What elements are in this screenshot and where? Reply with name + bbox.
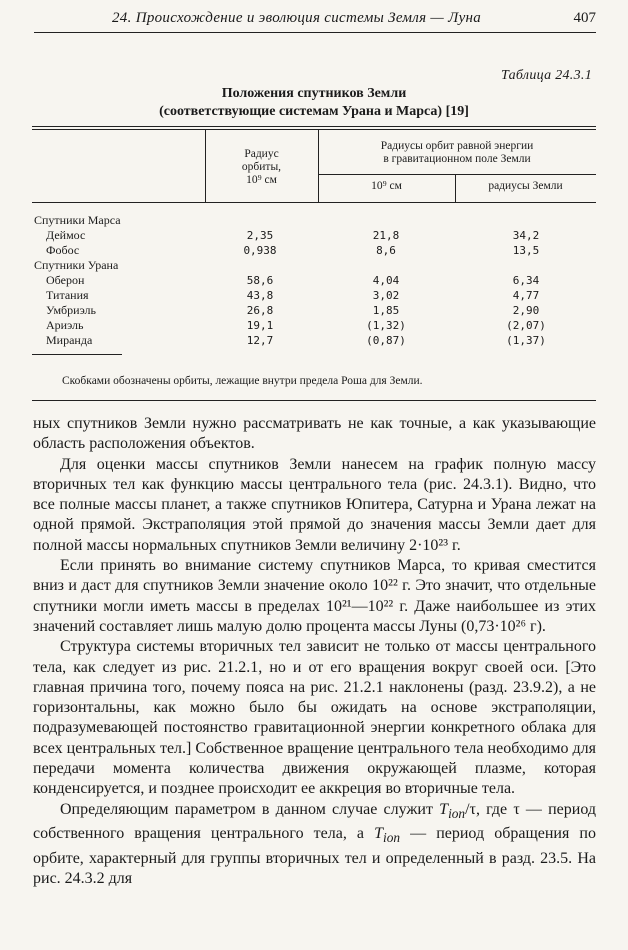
row-energy-earth: (2,07) bbox=[506, 319, 546, 332]
row-name: Фобос bbox=[46, 243, 80, 257]
header-equal-energy bbox=[318, 140, 596, 166]
header-radius-line2: орбиты, bbox=[241, 161, 282, 173]
row-name: Оберон bbox=[46, 273, 85, 287]
row-name: Умбриэль bbox=[46, 303, 96, 317]
row-energy-cm: 3,02 bbox=[372, 289, 400, 302]
header-equal-energy-line1: Радиусы орбит равной энергии bbox=[380, 140, 534, 152]
row-radius: 26,8 bbox=[246, 304, 274, 317]
t-ion-symbol-2 bbox=[374, 825, 401, 846]
row-energy-earth: 13,5 bbox=[512, 244, 540, 257]
row-radius: 2,35 bbox=[246, 229, 274, 242]
header-equal-energy-line2: в гравитационном поле Земли bbox=[383, 153, 531, 165]
row-radius: 19,1 bbox=[246, 319, 274, 332]
row-energy-cm: 21,8 bbox=[372, 229, 400, 242]
row-name: Ариэль bbox=[46, 318, 84, 332]
table-top-rule-2 bbox=[32, 129, 596, 130]
header-radius bbox=[205, 148, 318, 187]
footnote-rule bbox=[32, 354, 122, 355]
header-radius-line3: 10⁹ см bbox=[246, 174, 277, 186]
row-radius: 43,8 bbox=[246, 289, 274, 302]
table-bottom-rule bbox=[32, 400, 596, 401]
row-energy-cm: (1,32) bbox=[366, 319, 406, 332]
body-text bbox=[33, 414, 596, 889]
group-label-mars: Спутники Марса bbox=[34, 213, 121, 227]
table-label: Таблица 24.3.1 bbox=[501, 68, 592, 83]
table-subheader-rule bbox=[318, 174, 596, 175]
ion-subscript-2: ion bbox=[383, 830, 401, 846]
t-symbol-2: T bbox=[374, 825, 384, 843]
running-header bbox=[34, 8, 596, 30]
ion-subscript: ion bbox=[448, 805, 466, 821]
row-energy-earth: 6,34 bbox=[512, 274, 540, 287]
table-footnote: Скобками обозначены орбиты, лежащие внутри предела Роша для Земли. bbox=[62, 375, 423, 387]
row-name: Деймос bbox=[46, 228, 86, 242]
header-sub-1e9cm: 10⁹ см bbox=[371, 180, 402, 192]
running-title: 24. Происхождение и эволюция системы Земля — Луна bbox=[112, 10, 482, 26]
paragraph-3: Если принять во внимание систему спутников Марса, то кривая сместится вниз и даст для спутников Земли значение около 10²² г. Это значит, что отдельные спутники могли иметь массы в пределах 10²¹—10²² г. Даже наибольшее из этих значений составляет лишь малую долю процента массы Луны (0,73·10²⁶ г). bbox=[33, 557, 596, 635]
row-energy-cm: 1,85 bbox=[372, 304, 400, 317]
paragraph-5 bbox=[33, 800, 596, 890]
row-energy-earth: 34,2 bbox=[512, 229, 540, 242]
row-name: Титания bbox=[46, 288, 89, 302]
row-energy-earth: 2,90 bbox=[512, 304, 540, 317]
paragraph-2: Для оценки массы спутников Земли нанесем на график полную массу вторичных тел как функцию массы центрального тела (рис. 24.3.1). Видно, что все полные массы планет, а также спутников Юпитера, Сатурна и Урана лежат на одной прямой. Экстраполяция этой прямой до значения массы Земли дает для полной массы нормальных спутников Земли величину 2·10²³ г. bbox=[33, 455, 596, 554]
p5-part-b: /τ, где τ — период собственного вращения центрального тела, а bbox=[33, 800, 596, 843]
table-top-rule bbox=[32, 126, 596, 127]
group-label-uranus: Спутники Урана bbox=[34, 258, 119, 272]
page-number: 407 bbox=[573, 10, 596, 26]
row-energy-earth: (1,37) bbox=[506, 334, 546, 347]
row-name: Миранда bbox=[46, 333, 93, 347]
table-header-rule bbox=[32, 202, 596, 203]
row-energy-cm: 8,6 bbox=[376, 244, 396, 257]
header-rule bbox=[34, 32, 596, 33]
p5-part-c: — период обращения по орбите, характерный для группы вторичных тел и определенный в разд. 23.5. На рис. 24.3.2 для bbox=[33, 825, 596, 887]
t-symbol: T bbox=[439, 800, 449, 818]
row-radius: 58,6 bbox=[246, 274, 274, 287]
paragraph-1: ных спутников Земли нужно рассматривать не как точные, а как указывающие область расположения объектов. bbox=[33, 415, 596, 453]
table-caption-line1: Положения спутников Земли bbox=[221, 86, 407, 101]
row-radius: 12,7 bbox=[246, 334, 274, 347]
t-ion-symbol bbox=[439, 800, 466, 821]
header-sub-earth-radii: радиусы Земли bbox=[488, 180, 563, 192]
row-energy-cm: 4,04 bbox=[372, 274, 400, 287]
row-radius: 0,938 bbox=[243, 244, 277, 257]
row-energy-cm: (0,87) bbox=[366, 334, 406, 347]
row-energy-earth: 4,77 bbox=[512, 289, 540, 302]
table-caption-line2: (соответствующие системам Урана и Марса) [19] bbox=[159, 104, 469, 119]
header-radius-line1: Радиус bbox=[244, 148, 279, 160]
p5-part-a: Определяющим параметром в данном случае служит bbox=[60, 800, 440, 818]
paragraph-4: Структура системы вторичных тел зависит не только от массы центрального тела, как следует из рис. 21.2.1, но и от его вращения вокруг своей оси. [Это главная причина того, почему пояса на рис. 21.2.1 наклонены (разд. 23.9.2), а не горизонтальны, как можно было бы ожидать на основе экстраполяции, подразумевающей постоянство гравитационной энергии конкретного облака для всех центральных тел.] Собственное вращение центрального тела необходимо для передачи момента количества движения окружающей плазме, которая конденсируется, и позднее происходит ее аккреция во вторичные тела. bbox=[33, 638, 596, 798]
